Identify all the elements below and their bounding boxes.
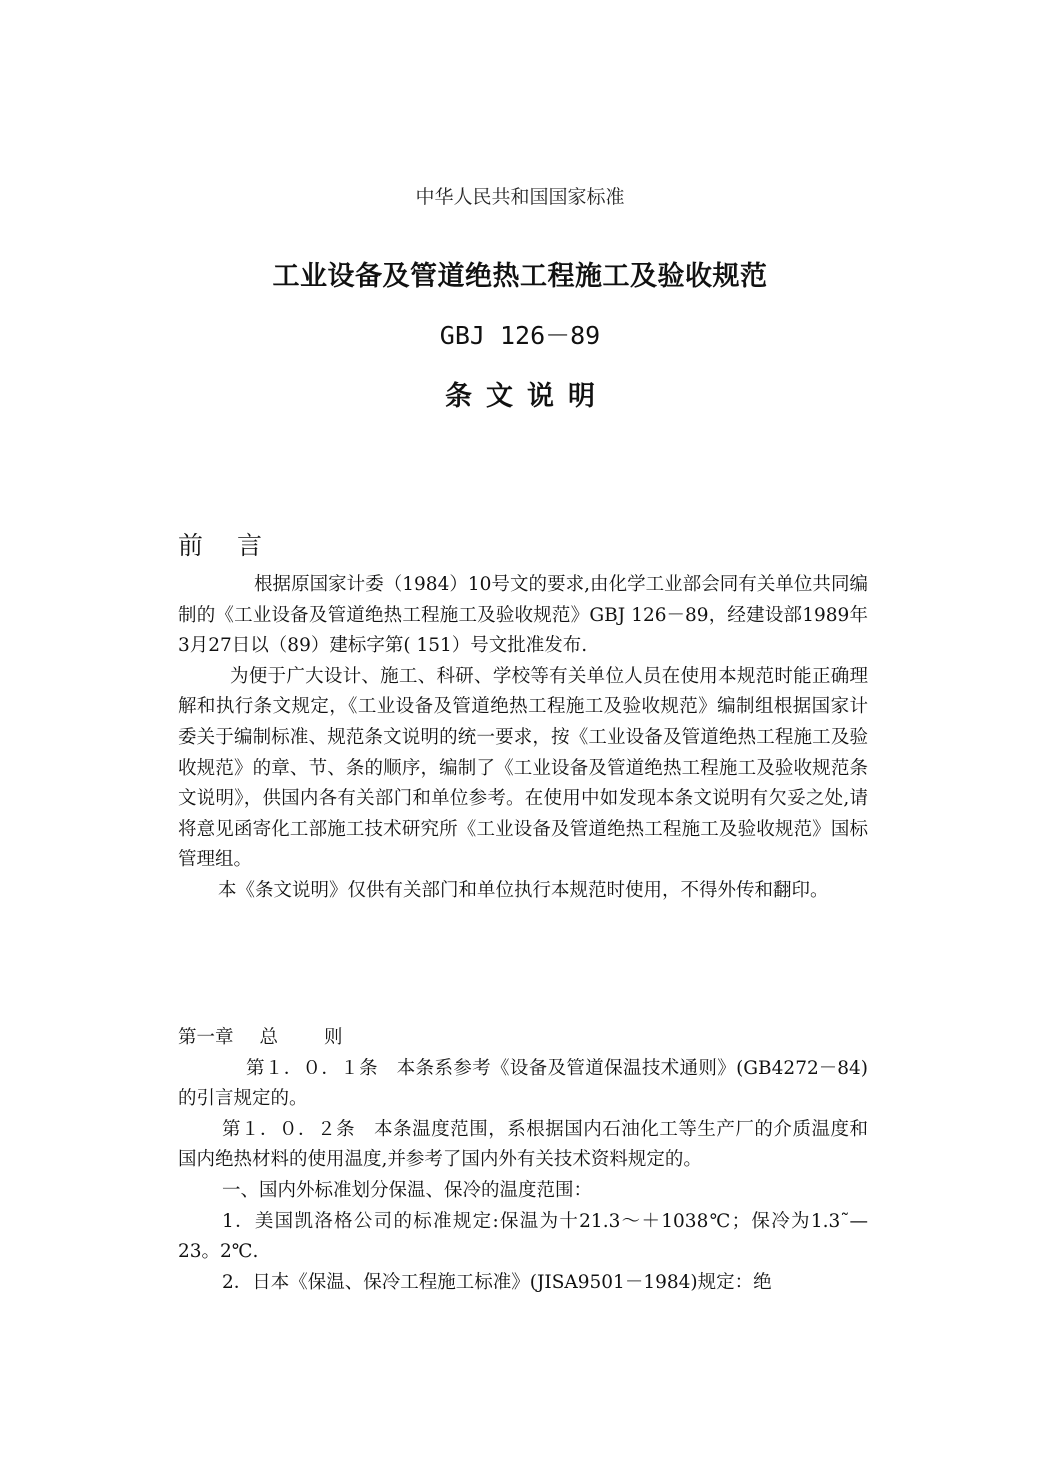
chapter-number: 第一章: [178, 1027, 234, 1048]
issuing-agency: 中华人民共和国国家标准: [415, 186, 625, 208]
chapter-one: [178, 1023, 868, 1298]
clause-paragraph: 第１．０．２条 本条温度范围，系根据国内石油化工等生产厂的介质温度和国内绝热材料的使用温度,并参考了国内外有关技术资料规定的。: [178, 1118, 868, 1171]
document-title: 工业设备及管道绝热工程施工及验收规范: [272, 261, 768, 292]
standard-code: GBJ 126－89: [439, 321, 601, 350]
clause-paragraph: 第１．０．１条 本条系参考《设备及管道保温技术通则》(GB4272－84)的引言规定的。: [178, 1057, 868, 1110]
preface-body: [178, 570, 868, 907]
chapter-heading: [178, 1023, 868, 1054]
preface-heading: 前言: [178, 531, 297, 560]
clause-paragraph: 2．日本《保温、保冷工程施工标准》(JISA9501－1984)规定：绝: [222, 1271, 772, 1293]
chapter-title-part: 则: [324, 1027, 343, 1048]
preface-paragraph: 根据原国家计委（1984）10号文的要求,由化学工业部会同有关单位共同编制的《工业设备及管道绝热工程施工及验收规范》GBJ 126－89，经建设部1989年3月27日以（89）建标字第( 151）号文批准发布.: [178, 574, 868, 657]
document-subtitle: 条文说明: [445, 381, 609, 412]
chapter-title-part: 总: [259, 1027, 279, 1048]
preface-paragraph: 为便于广大设计、施工、科研、学校等有关单位人员在使用本规范时能正确理解和执行条文规定，《工业设备及管道绝热工程施工及验收规范》编制组根据国家计委关于编制标准、规范条文说明的统一要求，按《工业设备及管道绝热工程施工及验收规范》的章、节、条的顺序，编制了《工业设备及管道绝热工程施工及验收规范条文说明》，供国内各有关部门和单位参考。在使用中如发现本条文说明有欠妥之处,请将意见函寄化工部施工技术研究所《工业设备及管道绝热工程施工及验收规范》国标管理组。: [178, 665, 868, 871]
clause-paragraph: 1．美国凯洛格公司的标准规定:保温为十21.3～＋1038℃；保冷为1.3˜—23。2℃.: [178, 1210, 868, 1263]
clause-paragraph: 一、国内外标准划分保温、保冷的温度范围：: [222, 1179, 593, 1201]
preface-paragraph: 本《条文说明》仅供有关部门和单位执行本规范时使用，不得外传和翻印。: [218, 879, 829, 901]
